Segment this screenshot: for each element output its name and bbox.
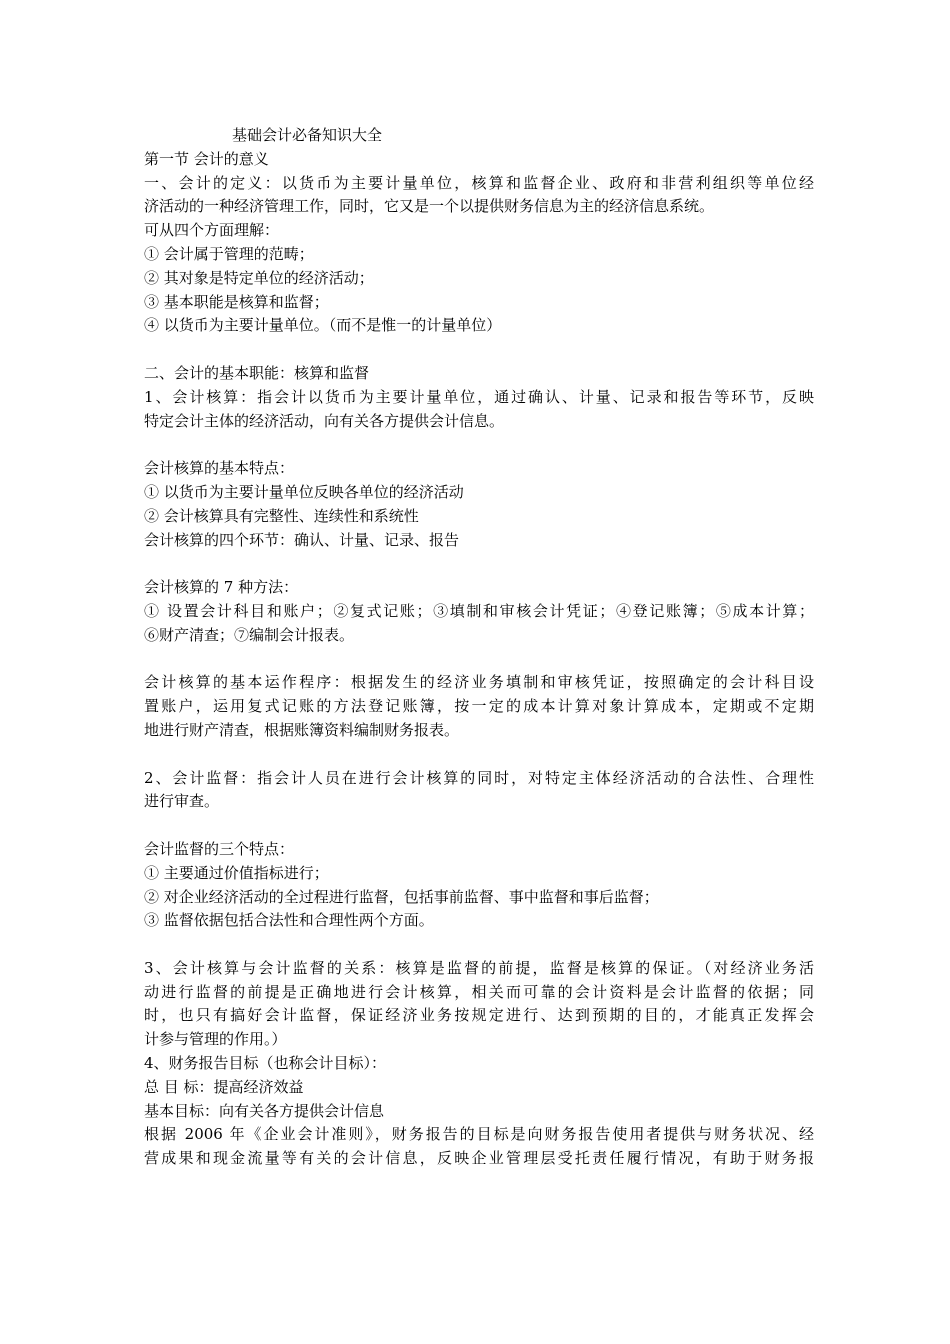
list-item: ① 会计属于管理的范畴； <box>144 244 314 263</box>
blank-line <box>144 933 814 957</box>
paragraph-line: 动进行监督的前提是正确地进行会计核算，相关而可靠的会计资料是会计监督的依据；同 <box>144 982 814 1001</box>
paragraph-line: 2、会计监督：指会计人员在进行会计核算的同时，对特定主体经济活动的合法性、合理性 <box>144 768 814 787</box>
list-item: ① 主要通过价值指标进行； <box>144 863 329 882</box>
document-title: 基础会计必备知识大全 <box>232 126 383 144</box>
paragraph-line: 1、会计核算：指会计以货币为主要计量单位，通过确认、计量、记录和报告等环节，反映 <box>144 387 814 406</box>
paragraph-line: 基本目标：向有关各方提供会计信息 <box>144 1101 385 1120</box>
paragraph-line: 会计核算的基本特点： <box>144 459 295 478</box>
paragraph-line: 计参与管理的作用。） <box>144 1030 287 1049</box>
blank-line <box>144 552 814 576</box>
paragraph-line: 营成果和现金流量等有关的会计信息，反映企业管理层受托责任履行情况，有助于财务报 <box>144 1149 814 1168</box>
list-item: ① 设置会计科目和账户；②复式记账；③填制和审核会计凭证；④登记账簿；⑤成本计算； <box>144 601 814 620</box>
paragraph-line: 时，也只有搞好会计监督，保证经济业务按规定进行、达到预期的目的，才能真正发挥会 <box>144 1006 814 1025</box>
paragraph-line: 会计核算的 7 种方法： <box>144 578 299 597</box>
paragraph-line: 会计核算的基本运作程序：根据发生的经济业务填制和审核凭证，按照确定的会计科目设 <box>144 673 814 692</box>
list-item: ① 以货币为主要计量单位反映各单位的经济活动 <box>144 482 464 501</box>
list-item: ③ 监督依据包括合法性和合理性两个方面。 <box>144 911 434 930</box>
blank-line <box>144 648 814 672</box>
list-item: ④ 以货币为主要计量单位。（而不是惟一的计量单位） <box>144 316 502 335</box>
paragraph-line: 根据 2006 年《企业会计准则》，财务报告的目标是向财务报告使用者提供与财务状况、经 <box>144 1125 814 1144</box>
paragraph-line: 济活动的一种经济管理工作，同时，它又是一个以提供财务信息为主的经济信息系统。 <box>144 197 715 216</box>
list-item: ② 会计核算具有完整性、连续性和系统性 <box>144 506 419 525</box>
paragraph-line: 一、会计的定义：以货币为主要计量单位，核算和监督企业、政府和非营利组织等单位经 <box>144 173 814 192</box>
blank-line <box>144 338 814 362</box>
list-item: ⑥财产清查；⑦编制会计报表。 <box>144 625 355 644</box>
list-item: ② 其对象是特定单位的经济活动； <box>144 268 374 287</box>
paragraph-line: 可从四个方面理解： <box>144 221 280 240</box>
list-item: ② 对企业经济活动的全过程进行监督，包括事前监督、事中监督和事后监督； <box>144 887 659 906</box>
paragraph-line: 会计监督的三个特点： <box>144 839 295 858</box>
paragraph-line: 地进行财产清查，根据账簿资料编制财务报表。 <box>144 720 460 739</box>
document-page <box>144 124 814 1171</box>
paragraph-line: 特定会计主体的经济活动，向有关各方提供会计信息。 <box>144 411 505 430</box>
blank-line <box>144 743 814 767</box>
paragraph-line: 进行审查。 <box>144 792 220 811</box>
section-heading: 二、会计的基本职能：核算和监督 <box>144 363 370 382</box>
list-item: ③ 基本职能是核算和监督； <box>144 292 329 311</box>
paragraph-line: 总 目 标：提高经济效益 <box>144 1077 304 1096</box>
paragraph-line: 置账户，运用复式记账的方法登记账簿，按一定的成本计算对象计算成本，定期或不定期 <box>144 697 814 716</box>
section-heading: 第一节 会计的意义 <box>144 149 269 168</box>
paragraph-line: 会计核算的四个环节：确认、计量、记录、报告 <box>144 530 460 549</box>
blank-line <box>144 433 814 457</box>
section-heading: 4、财务报告目标（也称会计目标）： <box>144 1054 387 1073</box>
paragraph-line: 3、会计核算与会计监督的关系：核算是监督的前提，监督是核算的保证。（对经济业务活 <box>144 958 814 977</box>
blank-line <box>144 814 814 838</box>
